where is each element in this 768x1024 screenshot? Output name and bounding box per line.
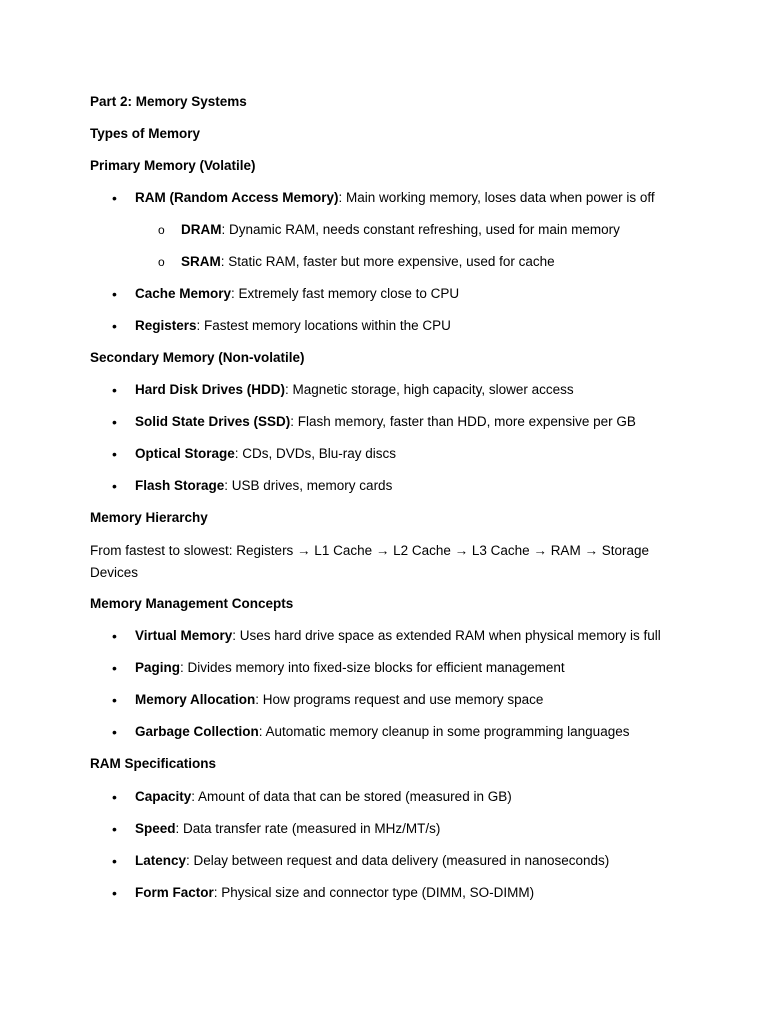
item-description: : Extremely fast memory close to CPU xyxy=(231,286,460,301)
item-description: : USB drives, memory cards xyxy=(224,478,393,493)
bullet-icon: • xyxy=(112,478,117,494)
bullet-icon: • xyxy=(112,724,117,740)
bullet-icon: • xyxy=(112,885,117,901)
bullet-icon: • xyxy=(112,789,117,805)
item-description: : Automatic memory cleanup in some programming languages xyxy=(258,724,630,739)
secondary-heading: Secondary Memory (Non-volatile) xyxy=(90,350,305,365)
item-term: Solid State Drives (SSD) xyxy=(135,414,291,429)
item-description: : Dynamic RAM, needs constant refreshing, used for main memory xyxy=(221,222,620,237)
item-description: : Flash memory, faster than HDD, more expensive per GB xyxy=(290,414,636,429)
item-term: RAM (Random Access Memory) xyxy=(135,190,339,205)
bullet-icon: • xyxy=(112,692,117,708)
item-term: Cache Memory xyxy=(135,286,232,301)
bullet-icon: • xyxy=(112,382,117,398)
page-title: Part 2: Memory Systems xyxy=(90,94,247,109)
bullet-icon: • xyxy=(112,286,117,302)
item-term: Registers xyxy=(135,318,197,333)
item-term: Hard Disk Drives (HDD) xyxy=(135,382,286,397)
item-term: Optical Storage xyxy=(135,446,235,461)
item-term: Speed xyxy=(135,821,176,836)
bullet-icon: • xyxy=(112,821,117,837)
item-description: : Physical size and connector type (DIMM, SO-DIMM) xyxy=(213,885,535,900)
item-description: : Data transfer rate (measured in MHz/MT/s) xyxy=(175,821,441,836)
management-heading: Memory Management Concepts xyxy=(90,596,294,611)
item-description: : CDs, DVDs, Blu-ray discs xyxy=(234,446,397,461)
bullet-icon: • xyxy=(112,190,117,206)
item-term: Garbage Collection xyxy=(135,724,259,739)
item-term: Memory Allocation xyxy=(135,692,256,707)
bullet-icon: • xyxy=(112,446,117,462)
item-description: : Static RAM, faster but more expensive, used for cache xyxy=(220,254,555,269)
item-description: : Divides memory into fixed-size blocks for efficient management xyxy=(180,660,565,675)
types-heading: Types of Memory xyxy=(90,126,201,141)
item-term: Latency xyxy=(135,853,187,868)
item-term: Capacity xyxy=(135,789,192,804)
item-term: DRAM xyxy=(181,222,222,237)
bullet-icon: • xyxy=(112,628,117,644)
bullet-icon: • xyxy=(112,853,117,869)
item-term: SRAM xyxy=(181,254,221,269)
item-description: : How programs request and use memory space xyxy=(255,692,544,707)
circle-bullet-icon: o xyxy=(158,255,165,269)
item-description: : Main working memory, loses data when power is off xyxy=(338,190,655,205)
item-term: Flash Storage xyxy=(135,478,225,493)
item-term: Paging xyxy=(135,660,181,675)
item-term: Form Factor xyxy=(135,885,214,900)
bullet-icon: • xyxy=(112,318,117,334)
hierarchy-paragraph: From fastest to slowest: Registers → L1 Cache → L2 Cache → L3 Cache → RAM → Storage Devices xyxy=(90,543,649,580)
bullet-icon: • xyxy=(112,414,117,430)
item-description: : Delay between request and data delivery (measured in nanoseconds) xyxy=(186,853,610,868)
item-description: : Uses hard drive space as extended RAM when physical memory is full xyxy=(232,628,661,643)
hierarchy-heading: Memory Hierarchy xyxy=(90,510,208,525)
primary-heading: Primary Memory (Volatile) xyxy=(90,158,256,173)
bullet-icon: • xyxy=(112,660,117,676)
item-description: : Fastest memory locations within the CPU xyxy=(196,318,451,333)
item-description: : Magnetic storage, high capacity, slower access xyxy=(285,382,574,397)
item-term: Virtual Memory xyxy=(135,628,233,643)
item-description: : Amount of data that can be stored (measured in GB) xyxy=(191,789,512,804)
ram-specs-heading: RAM Specifications xyxy=(90,756,217,771)
circle-bullet-icon: o xyxy=(158,223,165,237)
